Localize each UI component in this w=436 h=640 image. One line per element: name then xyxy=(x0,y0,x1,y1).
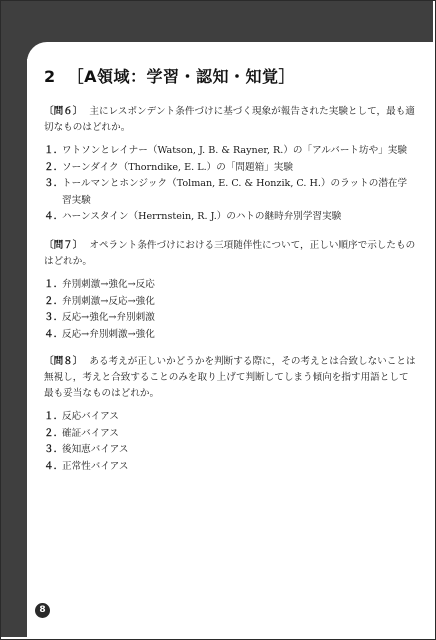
choice-number: ３． xyxy=(44,312,64,323)
choice-text: 反応→強化→弁別刺激 xyxy=(62,312,155,323)
question-text: オペラント条件づけにおける三項随伴性について，正しい順序で示したものはどれか。 xyxy=(44,240,416,267)
choice-text: 確証バイアス xyxy=(62,427,119,439)
choice-number: ２． xyxy=(44,427,64,439)
choice-text: 弁別刺激→強化→反応 xyxy=(62,279,155,290)
choice-text: 弁別刺激→反応→強化 xyxy=(62,295,155,307)
choice-number: ２． xyxy=(44,161,64,173)
choice-item xyxy=(44,294,416,311)
section-title: ［A領域：学習・認知・知覚］ xyxy=(67,67,296,86)
section-number: 2 xyxy=(44,67,56,86)
choice-text: 反応バイアス xyxy=(62,411,119,422)
question-8 xyxy=(44,354,416,475)
choice-number: ４． xyxy=(44,328,64,340)
choice-number: ４． xyxy=(44,211,64,222)
choice-text: 反応→弁別刺激→強化 xyxy=(62,328,155,340)
question-label: 〔問６〕 xyxy=(44,106,83,117)
choice-item xyxy=(44,176,416,209)
choice-number: １． xyxy=(44,279,64,290)
left-band xyxy=(1,59,27,637)
choice-item xyxy=(44,409,416,426)
question-7 xyxy=(44,238,416,343)
choice-number: １． xyxy=(44,145,64,156)
choice-number: ３． xyxy=(44,178,64,189)
choice-item xyxy=(44,160,416,177)
page-number-badge: 8 xyxy=(35,603,50,618)
choice-item xyxy=(44,426,416,443)
question-text: 主にレスポンデント条件づけに基づく現象が報告された実験として，最も適切なものはどれか。 xyxy=(44,106,415,133)
choice-item xyxy=(44,459,416,476)
choice-text: ワトソンとレイナー（Watson, J. B. & Rayner, R.）の「アルバート坊や」実験 xyxy=(62,145,407,156)
choice-text: 後知恵バイアス xyxy=(62,444,129,455)
choice-list xyxy=(44,409,416,475)
choice-text: 正常性バイアス xyxy=(62,460,129,472)
choice-item xyxy=(44,209,416,226)
question-6 xyxy=(44,104,416,226)
choice-item xyxy=(44,277,416,294)
choice-text: トールマンとホンジック（Tolman, E. C. & Honzik, C. H.）のラットの潜在学習実験 xyxy=(62,178,408,206)
section-heading xyxy=(44,64,295,87)
choice-list xyxy=(44,277,416,343)
choice-item xyxy=(44,442,416,459)
choice-item xyxy=(44,327,416,344)
choice-number: ４． xyxy=(44,460,64,472)
choice-number: １． xyxy=(44,411,64,422)
question-label: 〔問７〕 xyxy=(44,240,83,251)
choice-text: ハーンスタイン（Herrnstein, R. J.）のハトの継時弁別学習実験 xyxy=(62,211,342,222)
choice-list xyxy=(44,143,416,226)
choice-item xyxy=(44,143,416,160)
question-text: ある考えが正しいかどうかを判断する際に，その考えとは合致しないことは無視し，考えと合致することのみを取り上げて判断してしまう傾向を指す用語として最も妥当なものはどれか。 xyxy=(44,356,416,399)
choice-number: ２． xyxy=(44,295,64,307)
choice-number: ３． xyxy=(44,444,64,455)
question-label: 〔問８〕 xyxy=(44,356,83,367)
choice-item xyxy=(44,310,416,327)
choice-text: ソーンダイク（Thorndike, E. L.）の「問題箱」実験 xyxy=(62,161,293,173)
